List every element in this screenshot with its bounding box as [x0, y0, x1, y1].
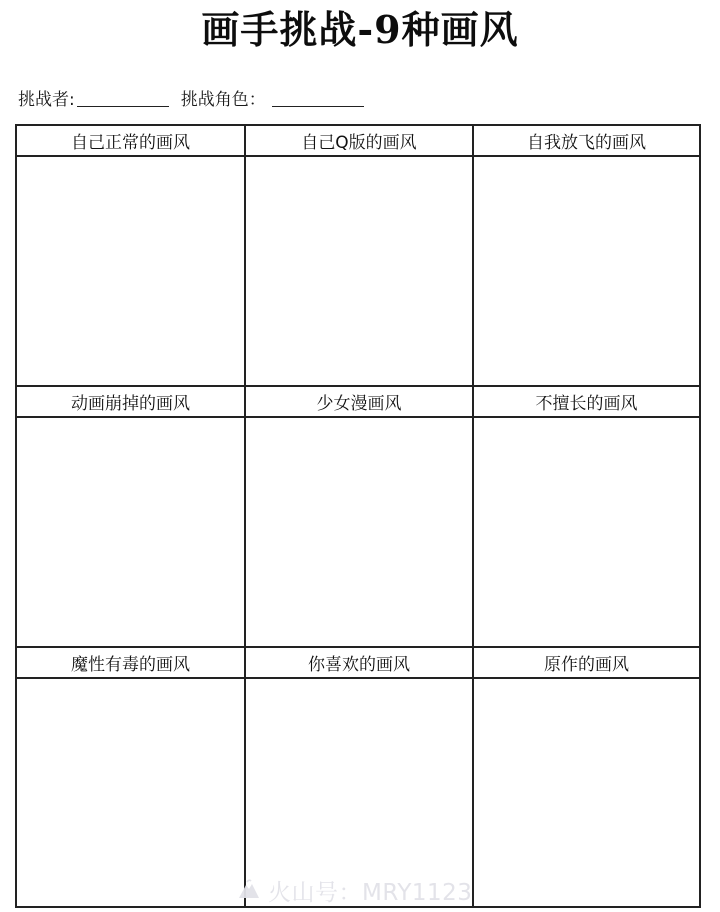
watermark: [236, 872, 472, 908]
drawing-area[interactable]: [17, 679, 244, 906]
drawing-area[interactable]: [246, 157, 472, 385]
drawing-area[interactable]: [17, 157, 244, 385]
grid-cell-5: [246, 387, 474, 648]
drawing-area[interactable]: [474, 157, 699, 385]
cell-label: 自己Q版的画风: [246, 126, 472, 157]
challenger-blank-line[interactable]: [77, 88, 169, 107]
drawing-area[interactable]: [246, 418, 472, 646]
grid-cell-1: [17, 126, 246, 387]
cell-label: 原作的画风: [474, 648, 699, 679]
cell-label: 自己正常的画风: [17, 126, 244, 157]
grid-cell-6: [474, 387, 699, 648]
challenger-label: 挑战者:: [18, 90, 75, 110]
cell-label: 少女漫画风: [246, 387, 472, 418]
cell-label: 不擅长的画风: [474, 387, 699, 418]
role-label: 挑战角色：: [180, 90, 266, 110]
role-blank-line[interactable]: [272, 88, 364, 107]
volcano-logo-icon: [236, 877, 262, 903]
page-title: 画手挑战-9种画风: [201, 7, 519, 52]
drawing-area[interactable]: [17, 418, 244, 646]
style-grid: [15, 124, 701, 908]
cell-label: 你喜欢的画风: [246, 648, 472, 679]
cell-label: 魔性有毒的画风: [17, 648, 244, 679]
info-row: [18, 86, 364, 112]
drawing-area[interactable]: [474, 418, 699, 646]
grid-cell-7: [17, 648, 246, 906]
cell-label: 自我放飞的画风: [474, 126, 699, 157]
grid-cell-3: [474, 126, 699, 387]
grid-cell-9: [474, 648, 699, 906]
cell-label: 动画崩掉的画风: [17, 387, 244, 418]
grid-cell-4: [17, 387, 246, 648]
drawing-area[interactable]: [474, 679, 699, 906]
grid-cell-8: [246, 648, 474, 906]
grid-cell-2: [246, 126, 474, 387]
watermark-text: 火山号：MRY1123: [268, 879, 473, 906]
